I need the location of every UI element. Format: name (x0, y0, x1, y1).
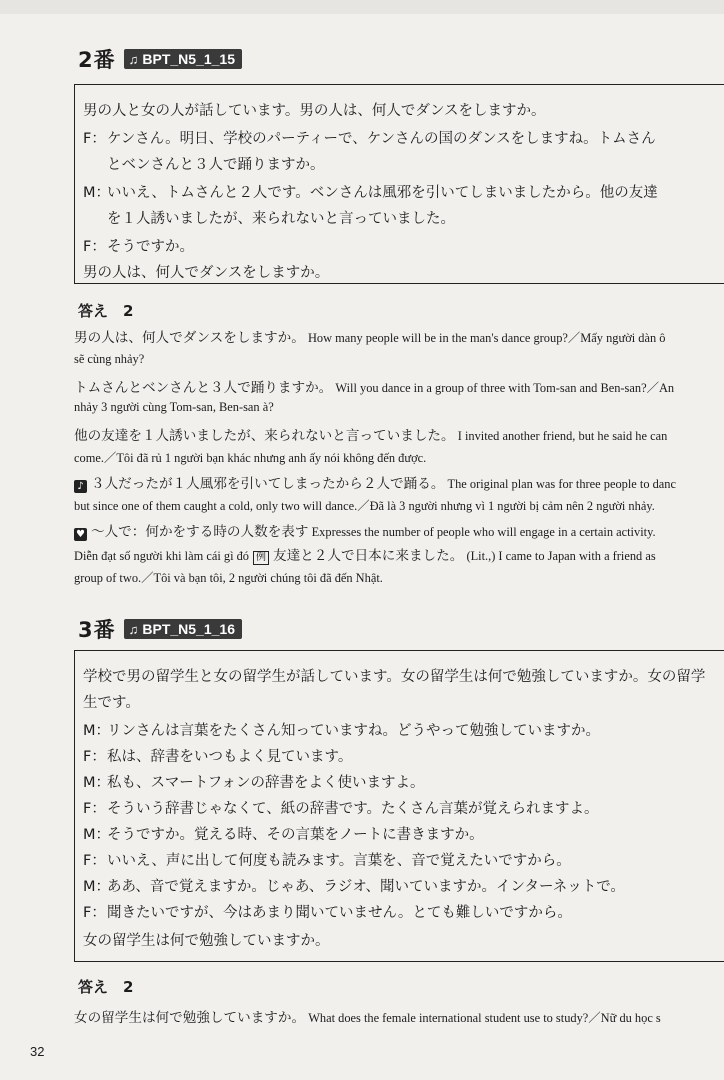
line-text: そうですか。覚える時、その言葉をノートに書きますか。 (107, 827, 484, 843)
explanation-text: nhảy 3 người cùng Tom-san, Ben-san à? (74, 400, 274, 414)
explanation-text: come.／Tôi đã rủ 1 người bạn khác nhưng anh ấy nói không đến được. (74, 451, 427, 465)
speaker: M： (83, 879, 111, 895)
explanation-line (74, 1006, 661, 1026)
explanation-text: Will you dance in a group of three with Tom-san and Ben-san?／An (335, 381, 675, 395)
dialogue-line (83, 875, 625, 896)
explanation-jp: 男の人は、何人でダンスをしますか。 (74, 330, 305, 346)
speaker: F： (83, 905, 106, 921)
explanation-jp: 他の友達を１人誘いましたが、来られないと言っていました。 (74, 428, 455, 444)
dialogue-line (83, 99, 546, 120)
dialogue-line (83, 665, 705, 686)
line-text: そうですか。 (107, 239, 194, 255)
speaker: M： (83, 775, 111, 791)
section-number: 3番 (78, 618, 116, 642)
line-text: 生です。 (83, 695, 140, 711)
speaker: F： (83, 853, 106, 869)
section-2-heading (78, 44, 242, 74)
explanation-jp: トムさんとベンさんと３人で踊りますか。 (74, 380, 333, 396)
explanation-text: What does the female international student use to study?／Nữ du học s (308, 1011, 661, 1025)
explanation-text: but since one of them caught a cold, only two will dance.／Đã là 3 người nhưng vì 1 người bị cảm nên 2 người nhảy. (74, 499, 655, 513)
explanation-line (74, 400, 274, 415)
line-text: 男の人は、何人でダンスをしますか。 (83, 265, 330, 281)
explanation-line (74, 424, 667, 444)
dialogue-line (83, 823, 484, 844)
line-text: 私は、辞書をいつもよく見ています。 (107, 749, 353, 765)
section-3-heading (78, 614, 242, 644)
line-text: リンさんは言葉をたくさん知っていますね。どうやって勉強していますか。 (107, 723, 600, 739)
heart-icon: ♥ (74, 528, 87, 541)
dialogue-line (83, 771, 425, 792)
explanation-text: The original plan was for three people to danc (447, 477, 676, 491)
page-number: 32 (30, 1044, 45, 1059)
track-badge (124, 49, 242, 69)
explanation-line (74, 568, 383, 586)
track-badge (124, 619, 242, 639)
dialogue-line (83, 261, 329, 282)
dialogue-line (83, 719, 600, 740)
track-label: BPT_N5_1_16 (142, 621, 235, 637)
line-text: 男の人と女の人が話しています。男の人は、何人でダンスをしますか。 (83, 103, 546, 119)
speaker: M： (83, 723, 111, 739)
speaker: M： (83, 827, 111, 843)
dialogue-line (83, 207, 455, 228)
example-box-icon: 例 (253, 551, 269, 565)
dialogue-box-2 (74, 84, 724, 284)
dialogue-line (83, 745, 352, 766)
dialogue-line (83, 901, 572, 922)
example-jp: 友達と２人で日本に来ました。 (273, 548, 464, 564)
line-text: ああ、音で覚えますか。じゃあ、ラジオ、聞いていますか。インターネットで。 (107, 879, 625, 895)
answer-title: 答え 2 (78, 978, 134, 996)
explanation-text: group of two.／Tôi và bạn tôi, 2 người chúng tôi đã đến Nhật. (74, 571, 383, 585)
speaker: F： (83, 801, 106, 817)
line-text: とベンさんと３人で踊りますか。 (107, 157, 325, 173)
music-note-icon: ♫ (128, 51, 139, 67)
line-text: を１人誘いましたが、来られないと言っていました。 (107, 211, 455, 227)
dialogue-line (83, 235, 194, 256)
line-text: ケンさん。明日、学校のパーティーで、ケンさんの国のダンスをしますね。トムさん (107, 131, 656, 147)
explanation-jp: ～人で：何かをする時の人数を表す (91, 524, 309, 540)
music-note-icon: ♫ (128, 621, 139, 637)
speaker: F： (83, 749, 106, 765)
explanation-text: How many people will be in the man's dance group?／Mấy người dàn ô (307, 331, 666, 345)
top-margin-band (0, 0, 724, 14)
track-label: BPT_N5_1_15 (142, 51, 235, 67)
dialogue-line (83, 929, 330, 950)
line-text: いいえ、声に出して何度も読みます。言葉を、音で覚えたいですから。 (107, 853, 571, 869)
speaker: M： (83, 185, 111, 201)
section-number: 2番 (78, 48, 116, 72)
explanation-line (74, 496, 655, 514)
speaker: F： (83, 239, 106, 255)
explanation-line (74, 448, 426, 466)
explanation-line (74, 326, 665, 346)
dialogue-box-3 (74, 650, 724, 962)
dialogue-line (83, 849, 571, 870)
explanation-text: Expresses the number of people who will engage in a certain activity. (311, 525, 656, 539)
explanation-line (74, 544, 656, 565)
explanation-text: sẽ cùng nhảy? (74, 352, 145, 366)
music-note-icon: ♪ (74, 480, 87, 493)
dialogue-line (83, 181, 658, 202)
explanation-text: I invited another friend, but he said he can (457, 429, 668, 443)
dialogue-line (83, 153, 325, 174)
answer-title: 答え 2 (78, 302, 134, 320)
line-text: 女の留学生は何で勉強していますか。 (83, 933, 330, 949)
explanation-jp: ３人だったが１人風邪を引いてしまったから２人で踊る。 (91, 476, 445, 492)
example-text: (Lit.,) I came to Japan with a friend as (466, 549, 656, 563)
explanation-line (74, 472, 676, 493)
explanation-jp: 女の留学生は何で勉強していますか。 (74, 1010, 306, 1026)
speaker: F： (83, 131, 106, 147)
explanation-line (74, 352, 144, 367)
line-text: 私も、スマートフォンの辞書をよく使いますよ。 (107, 775, 425, 791)
line-text: そういう辞書じゃなくて、紙の辞書です。たくさん言葉が覚えられますよ。 (107, 801, 599, 817)
explanation-text: Diễn đạt số người khi làm cái gì đó (74, 549, 250, 563)
dialogue-line (83, 691, 140, 712)
dialogue-line (83, 797, 599, 818)
line-text: 学校で男の留学生と女の留学生が話しています。女の留学生は何で勉強していますか。女の留学 (83, 669, 706, 685)
dialogue-line (83, 127, 656, 148)
explanation-line (74, 376, 674, 396)
explanation-line (74, 520, 656, 541)
line-text: 聞きたいですが、今はあまり聞いていません。とても難しいですから。 (107, 905, 572, 921)
line-text: いいえ、トムさんと２人です。ベンさんは風邪を引いてしまいましたから。他の友達 (107, 185, 658, 201)
